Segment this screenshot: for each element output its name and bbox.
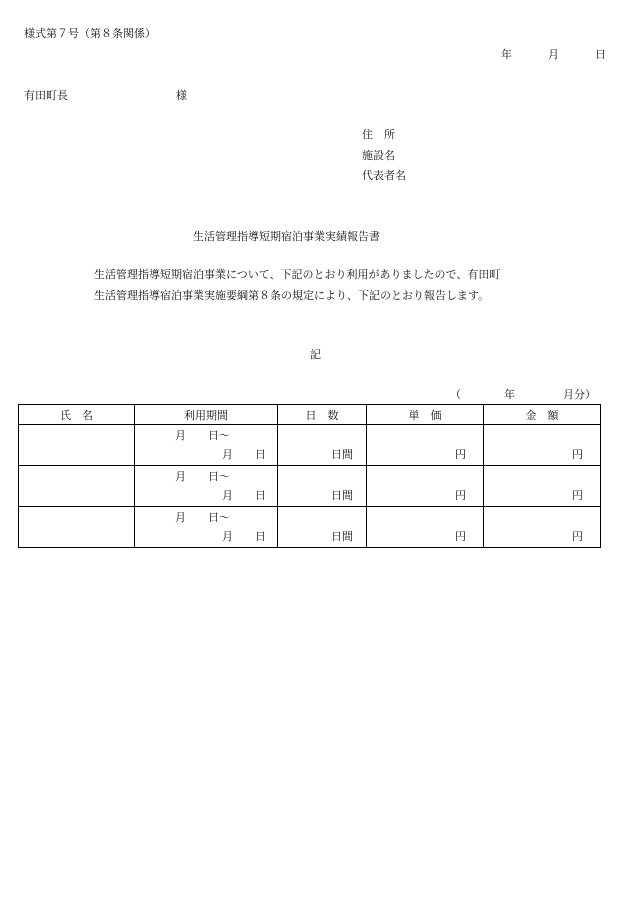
name-cell[interactable] [19, 507, 135, 548]
body-line-2: 生活管理指導宿泊事業実施要綱第８条の規定により、下記のとおり報告します。 [94, 289, 490, 302]
name-cell[interactable] [19, 466, 135, 507]
period-to: 月 日 [222, 489, 266, 502]
period-year: 年 [504, 388, 515, 401]
note-heading: 記 [310, 348, 321, 361]
period-open: （ [450, 388, 461, 401]
amount-cell[interactable] [484, 507, 601, 548]
period-to: 月 日 [222, 530, 266, 543]
header-amount: 金 額 [484, 405, 601, 425]
table-row [19, 507, 601, 548]
period-cell[interactable] [135, 507, 278, 548]
table-row [19, 425, 601, 466]
unit-price-cell[interactable] [367, 466, 484, 507]
facility-label: 施設名 [362, 149, 395, 162]
header-name: 氏 名 [19, 405, 135, 425]
period-from: 月 日～ [175, 429, 230, 442]
form-number: 様式第７号（第８条関係） [24, 27, 156, 40]
period-cell[interactable] [135, 425, 278, 466]
name-cell[interactable] [19, 425, 135, 466]
header-days: 日 数 [278, 405, 367, 425]
date-month-label: 月 [548, 48, 559, 61]
amount-unit: 円 [572, 530, 583, 543]
days-unit: 日間 [331, 530, 353, 543]
date-year-label: 年 [501, 48, 512, 61]
amount-unit: 円 [572, 489, 583, 502]
addressee-honorific: 様 [176, 89, 187, 102]
addressee-name: 有田町長 [24, 89, 68, 102]
table-header-row [19, 405, 601, 425]
header-unit-price: 単 価 [367, 405, 484, 425]
period-to: 月 日 [222, 448, 266, 461]
unit-price-unit: 円 [455, 489, 466, 502]
days-cell[interactable] [278, 507, 367, 548]
unit-price-cell[interactable] [367, 507, 484, 548]
header-period: 利用期間 [135, 405, 278, 425]
body-line-1: 生活管理指導短期宿泊事業について、下記のとおり利用がありましたので、有田町 [94, 268, 501, 281]
unit-price-cell[interactable] [367, 425, 484, 466]
days-unit: 日間 [331, 489, 353, 502]
document-title: 生活管理指導短期宿泊事業実績報告書 [193, 230, 380, 243]
table-row [19, 466, 601, 507]
period-cell[interactable] [135, 466, 278, 507]
report-table [18, 404, 601, 548]
representative-label: 代表者名 [362, 169, 406, 182]
amount-cell[interactable] [484, 466, 601, 507]
days-cell[interactable] [278, 425, 367, 466]
amount-unit: 円 [572, 448, 583, 461]
date-day-label: 日 [595, 48, 606, 61]
days-unit: 日間 [331, 448, 353, 461]
amount-cell[interactable] [484, 425, 601, 466]
period-from: 月 日～ [175, 511, 230, 524]
days-cell[interactable] [278, 466, 367, 507]
period-month: 月分） [563, 388, 596, 401]
unit-price-unit: 円 [455, 448, 466, 461]
unit-price-unit: 円 [455, 530, 466, 543]
address-label: 住 所 [362, 128, 395, 141]
period-from: 月 日～ [175, 470, 230, 483]
